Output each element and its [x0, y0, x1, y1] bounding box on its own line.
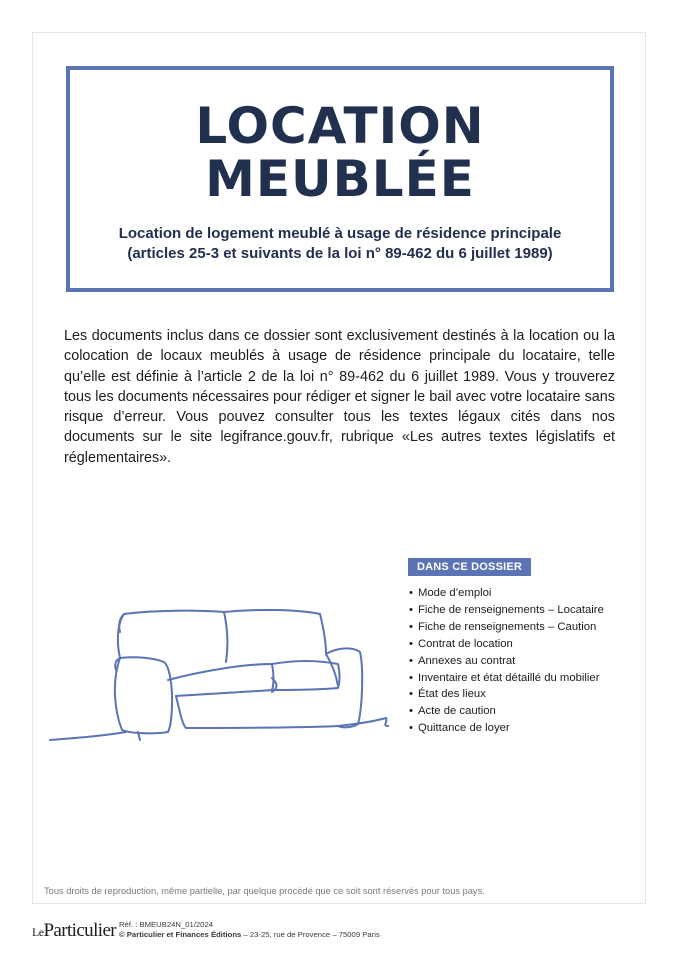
- title-line-1: LOCATION: [195, 97, 485, 155]
- list-item: • Mode d’emploi: [409, 585, 604, 602]
- publisher-address: – 23-25, rue de Provence – 75009 Paris: [241, 930, 380, 939]
- subtitle-line-2: (articles 25-3 et suivants de la loi n° 89-462 du 6 juillet 1989): [127, 245, 553, 262]
- list-item: • Fiche de renseignements – Caution: [409, 619, 604, 636]
- reference-code: Réf. : BMEUB24N_01/2024: [119, 920, 214, 929]
- list-item: • Contrat de location: [409, 636, 604, 653]
- subtitle-line-1: Location de logement meublé à usage de résidence principale: [118, 225, 562, 242]
- list-item: • Quittance de loyer: [409, 720, 604, 737]
- publisher-line: [119, 930, 380, 940]
- list-item: • État des lieux: [409, 686, 604, 703]
- title-line-2: MEUBLÉE: [205, 150, 475, 208]
- list-item: • Acte de caution: [409, 703, 604, 720]
- dossier-list: [409, 585, 604, 737]
- logo-le: Le: [32, 925, 44, 939]
- logo-name: Particulier: [43, 920, 117, 941]
- sofa-icon: [46, 600, 392, 750]
- rights-notice: Tous droits de reproduction, même partielle, par quelque procédé que ce soit sont réservés pour tous pays.: [44, 886, 485, 896]
- list-item: • Inventaire et état détaillé du mobilier: [409, 670, 604, 687]
- publisher-name: © Particulier et Finances Éditions: [119, 930, 242, 939]
- list-item: • Annexes au contrat: [409, 653, 604, 670]
- intro-paragraph: Les documents inclus dans ce dossier sont exclusivement destinés à la location ou la colocation de locaux meublés à usage de résidence principale du locataire, telle qu’elle est définie à l’article 2 de la loi n° 89-462 du 6 juillet 1989. Vous y trouverez tous les documents nécessaires pour rédiger et signer le bail avec votre locataire sans risque d’erreur. Vous pouvez consulter tous les textes légaux cités dans nos documents sur le site legifrance.gouv.fr, rubrique «Les autres textes législatifs et réglementaires».: [64, 328, 615, 466]
- title-box: [66, 66, 614, 292]
- dossier-label: DANS CE DOSSIER: [408, 558, 531, 576]
- list-item: • Fiche de renseignements – Locataire: [409, 602, 604, 619]
- reference-block: [119, 920, 380, 940]
- subtitle: [70, 224, 610, 264]
- page-title: [70, 97, 610, 208]
- publisher-logo: [32, 920, 116, 942]
